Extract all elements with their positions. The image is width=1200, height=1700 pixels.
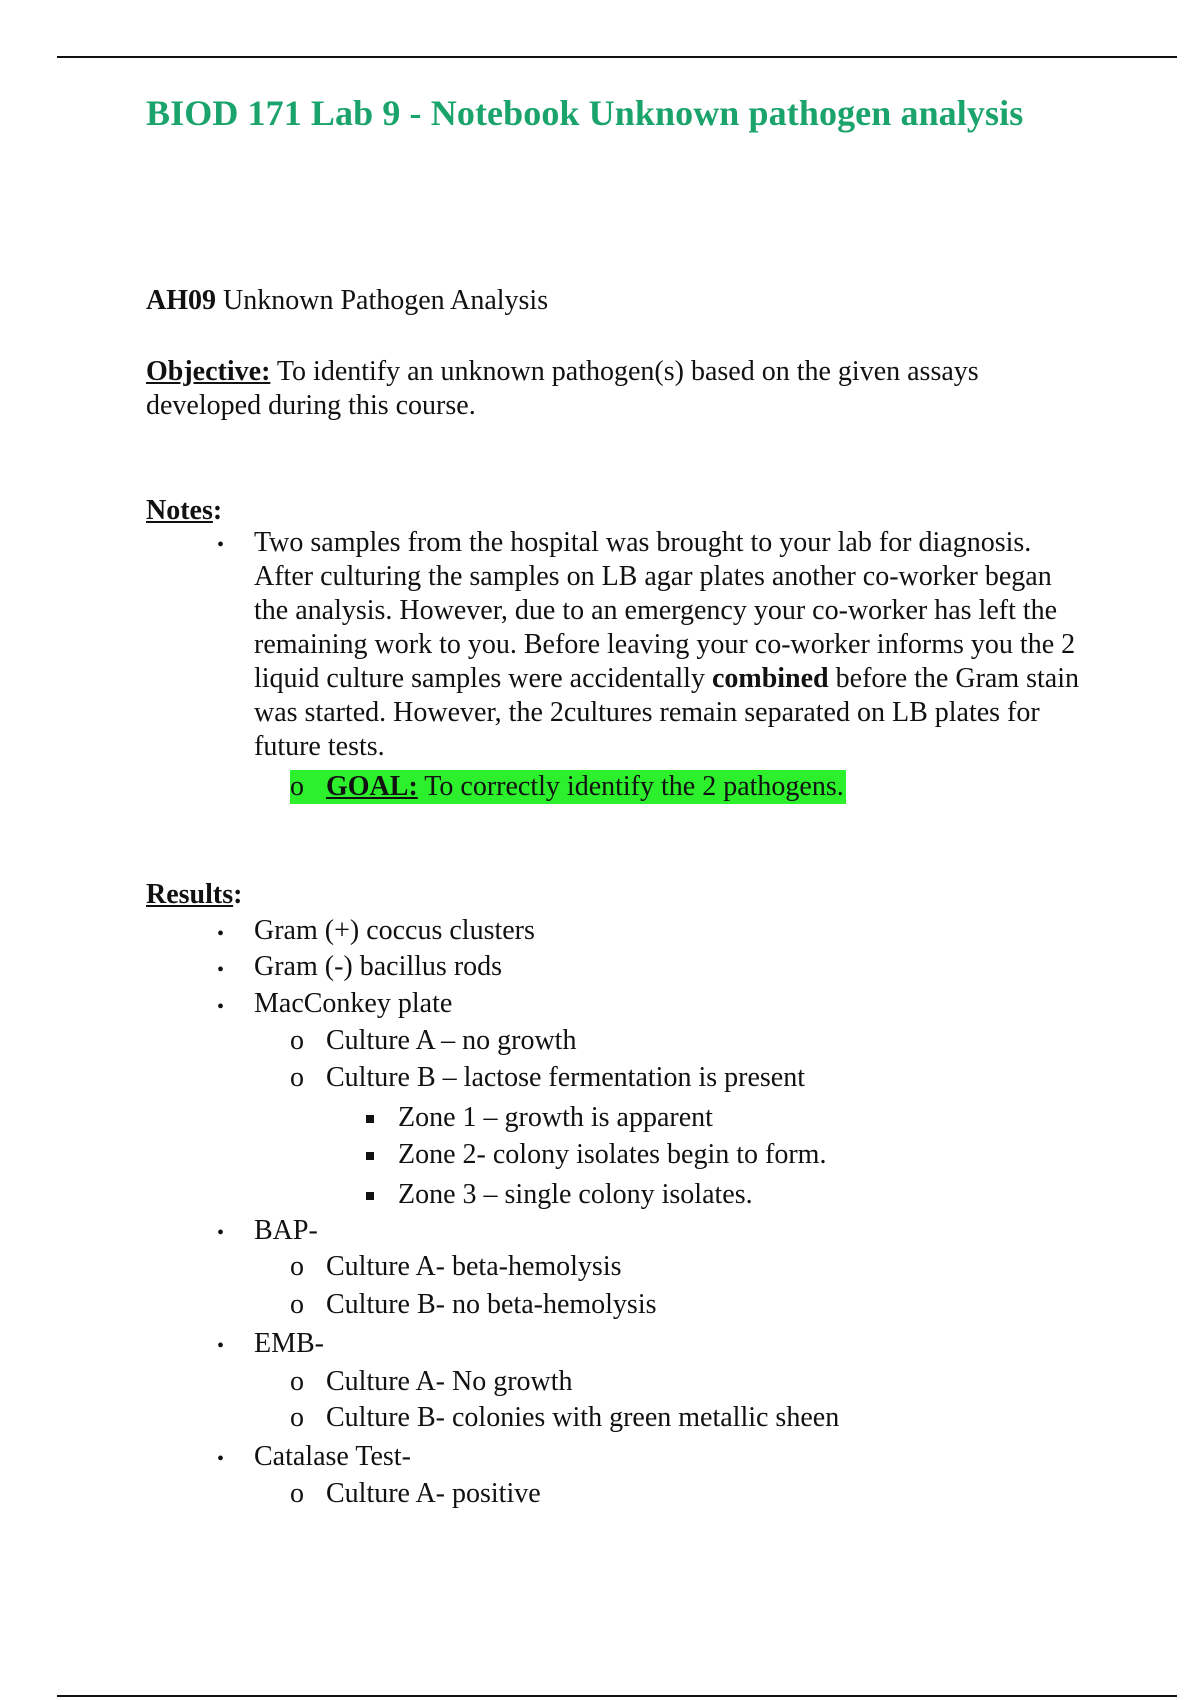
result-zone-3: Zone 3 – single colony isolates. <box>398 1179 753 1210</box>
goal-label: GOAL: <box>326 771 418 802</box>
subtitle-code: AH09 <box>146 285 216 316</box>
bullet-icon: • <box>217 996 225 1018</box>
result-item-gram-negative: Gram (-) bacillus rods <box>254 951 503 982</box>
result-item-gram-positive: Gram (+) coccus clusters <box>254 915 535 946</box>
bullet-icon: • <box>217 923 225 945</box>
result-subitem-macconkey-a: Culture A – no growth <box>326 1025 577 1056</box>
sub-marker: o <box>290 1366 304 1397</box>
result-item-bap: BAP- <box>254 1215 318 1246</box>
sub-marker: o <box>290 1025 304 1056</box>
result-subitem-emb-a: Culture A- No growth <box>326 1366 573 1397</box>
document-title: BIOD 171 Lab 9 - Notebook Unknown pathogen analysis <box>146 93 1024 133</box>
results-colon: : <box>233 879 243 910</box>
result-item-emb: EMB- <box>254 1328 324 1359</box>
notes-text-bold: combined <box>711 663 829 694</box>
result-subitem-macconkey-b: Culture B – lactose fermentation is present <box>326 1062 805 1093</box>
objective-text: To identify an unknown pathogen(s) based on the given assays developed during this course. <box>146 356 979 421</box>
square-bullet-icon <box>366 1192 374 1200</box>
goal-highlight <box>290 770 846 804</box>
bullet-icon: • <box>217 1335 225 1357</box>
notes-text-before: Two samples from the hospital was brought to your lab for diagnosis. After culturing the samples on LB agar plates another co-worker began the analysis. However, due to an emergency your co-worker has left the remaining work to you. Before leaving your co-worker informs you the 2 liquid culture samples were accidentally <box>254 527 1076 694</box>
result-subitem-catalase-a: Culture A- positive <box>326 1478 541 1509</box>
results-heading <box>146 878 242 912</box>
bullet-icon: • <box>217 1448 225 1470</box>
result-item-catalase: Catalase Test- <box>254 1441 411 1472</box>
subtitle-text: Unknown Pathogen Analysis <box>216 285 549 316</box>
sub-marker: o <box>290 1251 304 1282</box>
notes-label: Notes <box>146 495 213 526</box>
sub-marker: o <box>290 1478 304 1509</box>
results-label: Results <box>146 879 234 910</box>
result-subitem-bap-b: Culture B- no beta-hemolysis <box>326 1289 657 1320</box>
result-zone-1: Zone 1 – growth is apparent <box>398 1102 713 1133</box>
subtitle-line <box>146 284 548 318</box>
notes-heading <box>146 494 222 528</box>
goal-marker: o <box>290 771 304 802</box>
notes-bullet: • <box>217 534 225 556</box>
square-bullet-icon <box>366 1115 374 1123</box>
result-zone-2: Zone 2- colony isolates begin to form. <box>398 1139 827 1170</box>
result-subitem-bap-a: Culture A- beta-hemolysis <box>326 1251 622 1282</box>
bottom-rule <box>57 1695 1177 1697</box>
result-subitem-emb-b: Culture B- colonies with green metallic sheen <box>326 1402 840 1433</box>
notes-colon: : <box>212 495 223 526</box>
square-bullet-icon <box>366 1152 374 1160</box>
goal-text: To correctly identify the 2 pathogens. <box>417 771 844 802</box>
objective-label: Objective: <box>146 356 271 387</box>
bullet-icon: • <box>217 959 225 981</box>
notes-paragraph <box>254 526 1084 764</box>
notes-text-after: before the Gram stain was started. However, the 2cultures remain separated on LB plates for future tests. <box>254 663 1079 762</box>
sub-marker: o <box>290 1062 304 1093</box>
objective-paragraph <box>146 355 1066 423</box>
result-item-macconkey: MacConkey plate <box>254 988 453 1019</box>
bullet-icon: • <box>217 1222 225 1244</box>
sub-marker: o <box>290 1289 304 1320</box>
sub-marker: o <box>290 1402 304 1433</box>
top-rule <box>57 56 1177 58</box>
